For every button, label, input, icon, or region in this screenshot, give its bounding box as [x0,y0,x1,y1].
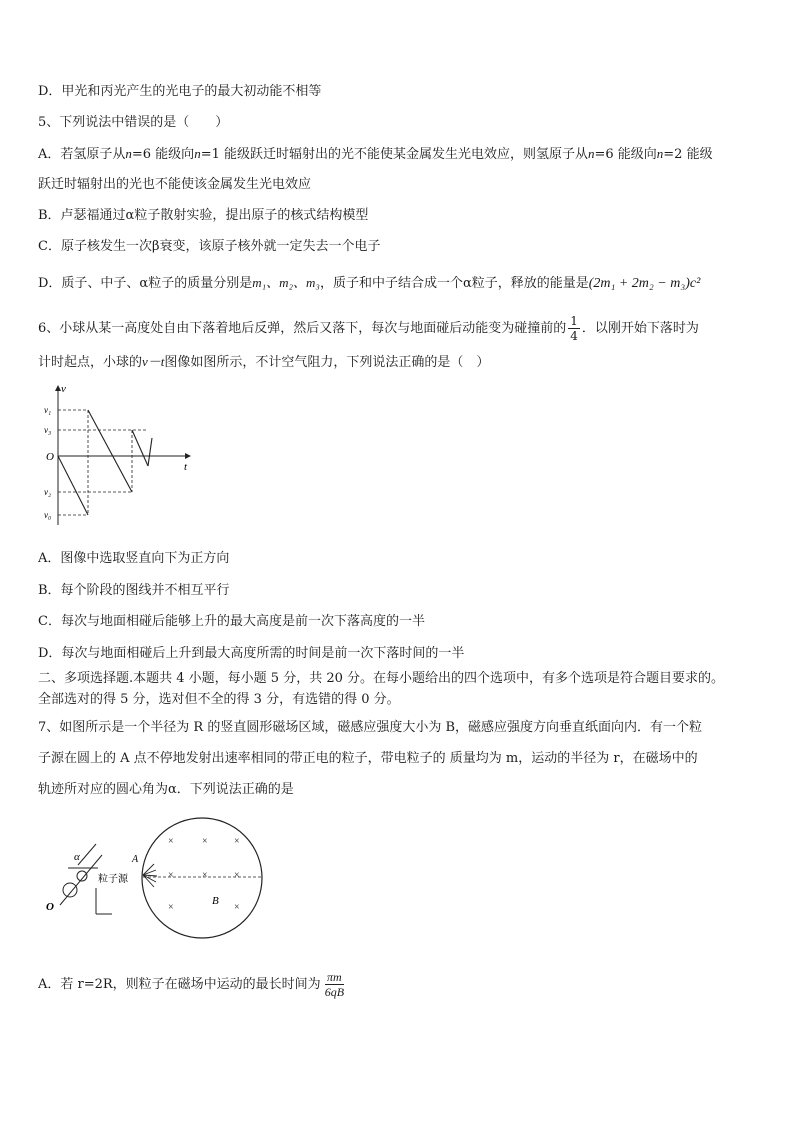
v0-label: v₀ [44,510,52,520]
v3-label: v₃ [44,425,52,435]
q5-option-a-n4: n [656,146,664,161]
q6-fraction-denominator: 4 [570,329,578,343]
q6-stem-text-1: 6、小球从某一高度处自由下落着地后反弹，然后又落下，每次与地面碰后动能变为碰撞前的 [38,321,567,336]
cross: × [168,902,174,913]
q5-option-a-text-3: =1 能级跃迁时辐射出的光不能使某金属发生光电效应，则氢原子从 [200,147,588,162]
label-b: B [212,895,219,907]
q5-option-d-masses: m₁、m₂、m₃ [252,275,320,290]
q6-vt-graph [40,380,200,535]
cross: × [168,836,174,847]
q6-stem-continued [38,353,489,372]
q6-option-a: A．图像中选取竖直向下为正方向 [38,551,230,566]
q5-option-a-text-2: =6 能级向 [131,147,195,162]
q5-option-d [38,274,700,293]
label-a: A [132,854,139,865]
cross: × [168,870,174,881]
section2-line2: 全部选对的得 5 分，选对但不全的得 3 分，有选错的得 0 分。 [38,692,400,707]
q7-magnetic-field-figure [40,810,280,950]
q5-option-a [38,145,713,164]
q5-option-a-n1: n [125,146,132,161]
q7-option-a-fraction [323,970,346,999]
label-o: O [46,901,54,913]
origin-label: O [46,451,54,463]
guide-lines [58,410,148,515]
q7-line2: 子源在圆上的 A 点不停地发射出速率相同的带正电的粒子，带电粒子的 质量均为 m，运动的半径为 r，在磁场中的 [38,751,698,766]
q6-vt: v－t [142,354,165,369]
label-alpha: α [74,851,80,863]
v1-label: v₁ [44,405,52,415]
q6-stem-text-2: ．以刚开始下落时为 [581,321,699,336]
cross: × [202,836,208,847]
q5-option-a-text-4: =6 能级向 [594,147,657,162]
particle-rays [143,864,157,887]
q5-option-a-text-1: A．若氢原子从 [38,147,126,162]
q6-stem-cont-text-2: 图像如图所示，不计空气阻力，下列说法正确的是（ ） [164,355,490,370]
cross: × [234,902,240,913]
q5-option-a-n2: n [194,146,201,161]
velocity-curve [58,410,152,515]
q6-stem-cont-text-1: 计时起点，小球的 [38,355,143,370]
q6-stem [38,314,699,343]
q6-option-d: D．每次与地面相碰后上升到最大高度所需的时间是前一次下落时间的一半 [38,646,465,661]
label-particle-source: 粒子源 [98,874,128,885]
q6-fraction [568,314,580,343]
t-axis-label: t [184,461,188,473]
q5-option-b: B．卢瑟福通过α粒子散射实验，提出原子的核式结构模型 [38,208,369,223]
v2-label: v₂ [44,487,52,497]
q5-option-d-text-2: ，质子和中子结合成一个α粒子，释放的能量是 [319,276,589,291]
q7-line3: 轨迹所对应的圆心角为α．下列说法正确的是 [38,782,294,797]
q5-option-a-text-5: =2 能级 [663,147,713,162]
q5-option-d-formula: (2m₁ + 2m₂ − m₃)c² [588,276,701,291]
q6-option-c: C．每次与地面相碰后能够上升的最大高度是前一次下落高度的一半 [38,614,425,629]
cross: × [234,836,240,847]
cross: × [202,870,208,881]
q7-option-a [38,970,348,999]
q7-fraction-numerator: πm [327,970,342,984]
q6-option-b: B．每个阶段的图线并不相互平行 [38,583,230,598]
q5-option-d-text-1: D．质子、中子、α粒子的质量分别是 [38,276,253,291]
q6-fraction-numerator: 1 [570,314,578,328]
q5-option-a-n3: n [587,146,595,161]
q5-option-a-continued: 跃迁时辐射出的光也不能使该金属发生光电效应 [38,177,312,192]
q4-option-d: D．甲光和丙光产生的光电子的最大初动能不相等 [38,84,322,99]
field-crosses [168,836,240,913]
v-axis-label: v [61,383,66,395]
q7-option-a-text: A．若 r=2R，则粒子在磁场中运动的最长时间为 [38,977,321,992]
q5-stem: 5、下列说法中错误的是（ ） [38,115,229,130]
section2-line1: 二、多项选择题.本题共 4 小题，每小题 5 分，共 20 分。在每小题给出的四个选项中，有多个选项是符合题目要求的。 [38,671,725,686]
q7-fraction-denominator: 6qB [324,985,345,999]
q7-line1: 7、如图所示是一个半径为 R 的竖直圆形磁场区域，磁感应强度大小为 B，磁感应强度方向垂直纸面向内．有一个粒 [38,720,703,735]
cross: × [234,870,240,881]
q5-option-c: C．原子核发生一次β衰变，该原子核外就一定失去一个电子 [38,239,381,254]
